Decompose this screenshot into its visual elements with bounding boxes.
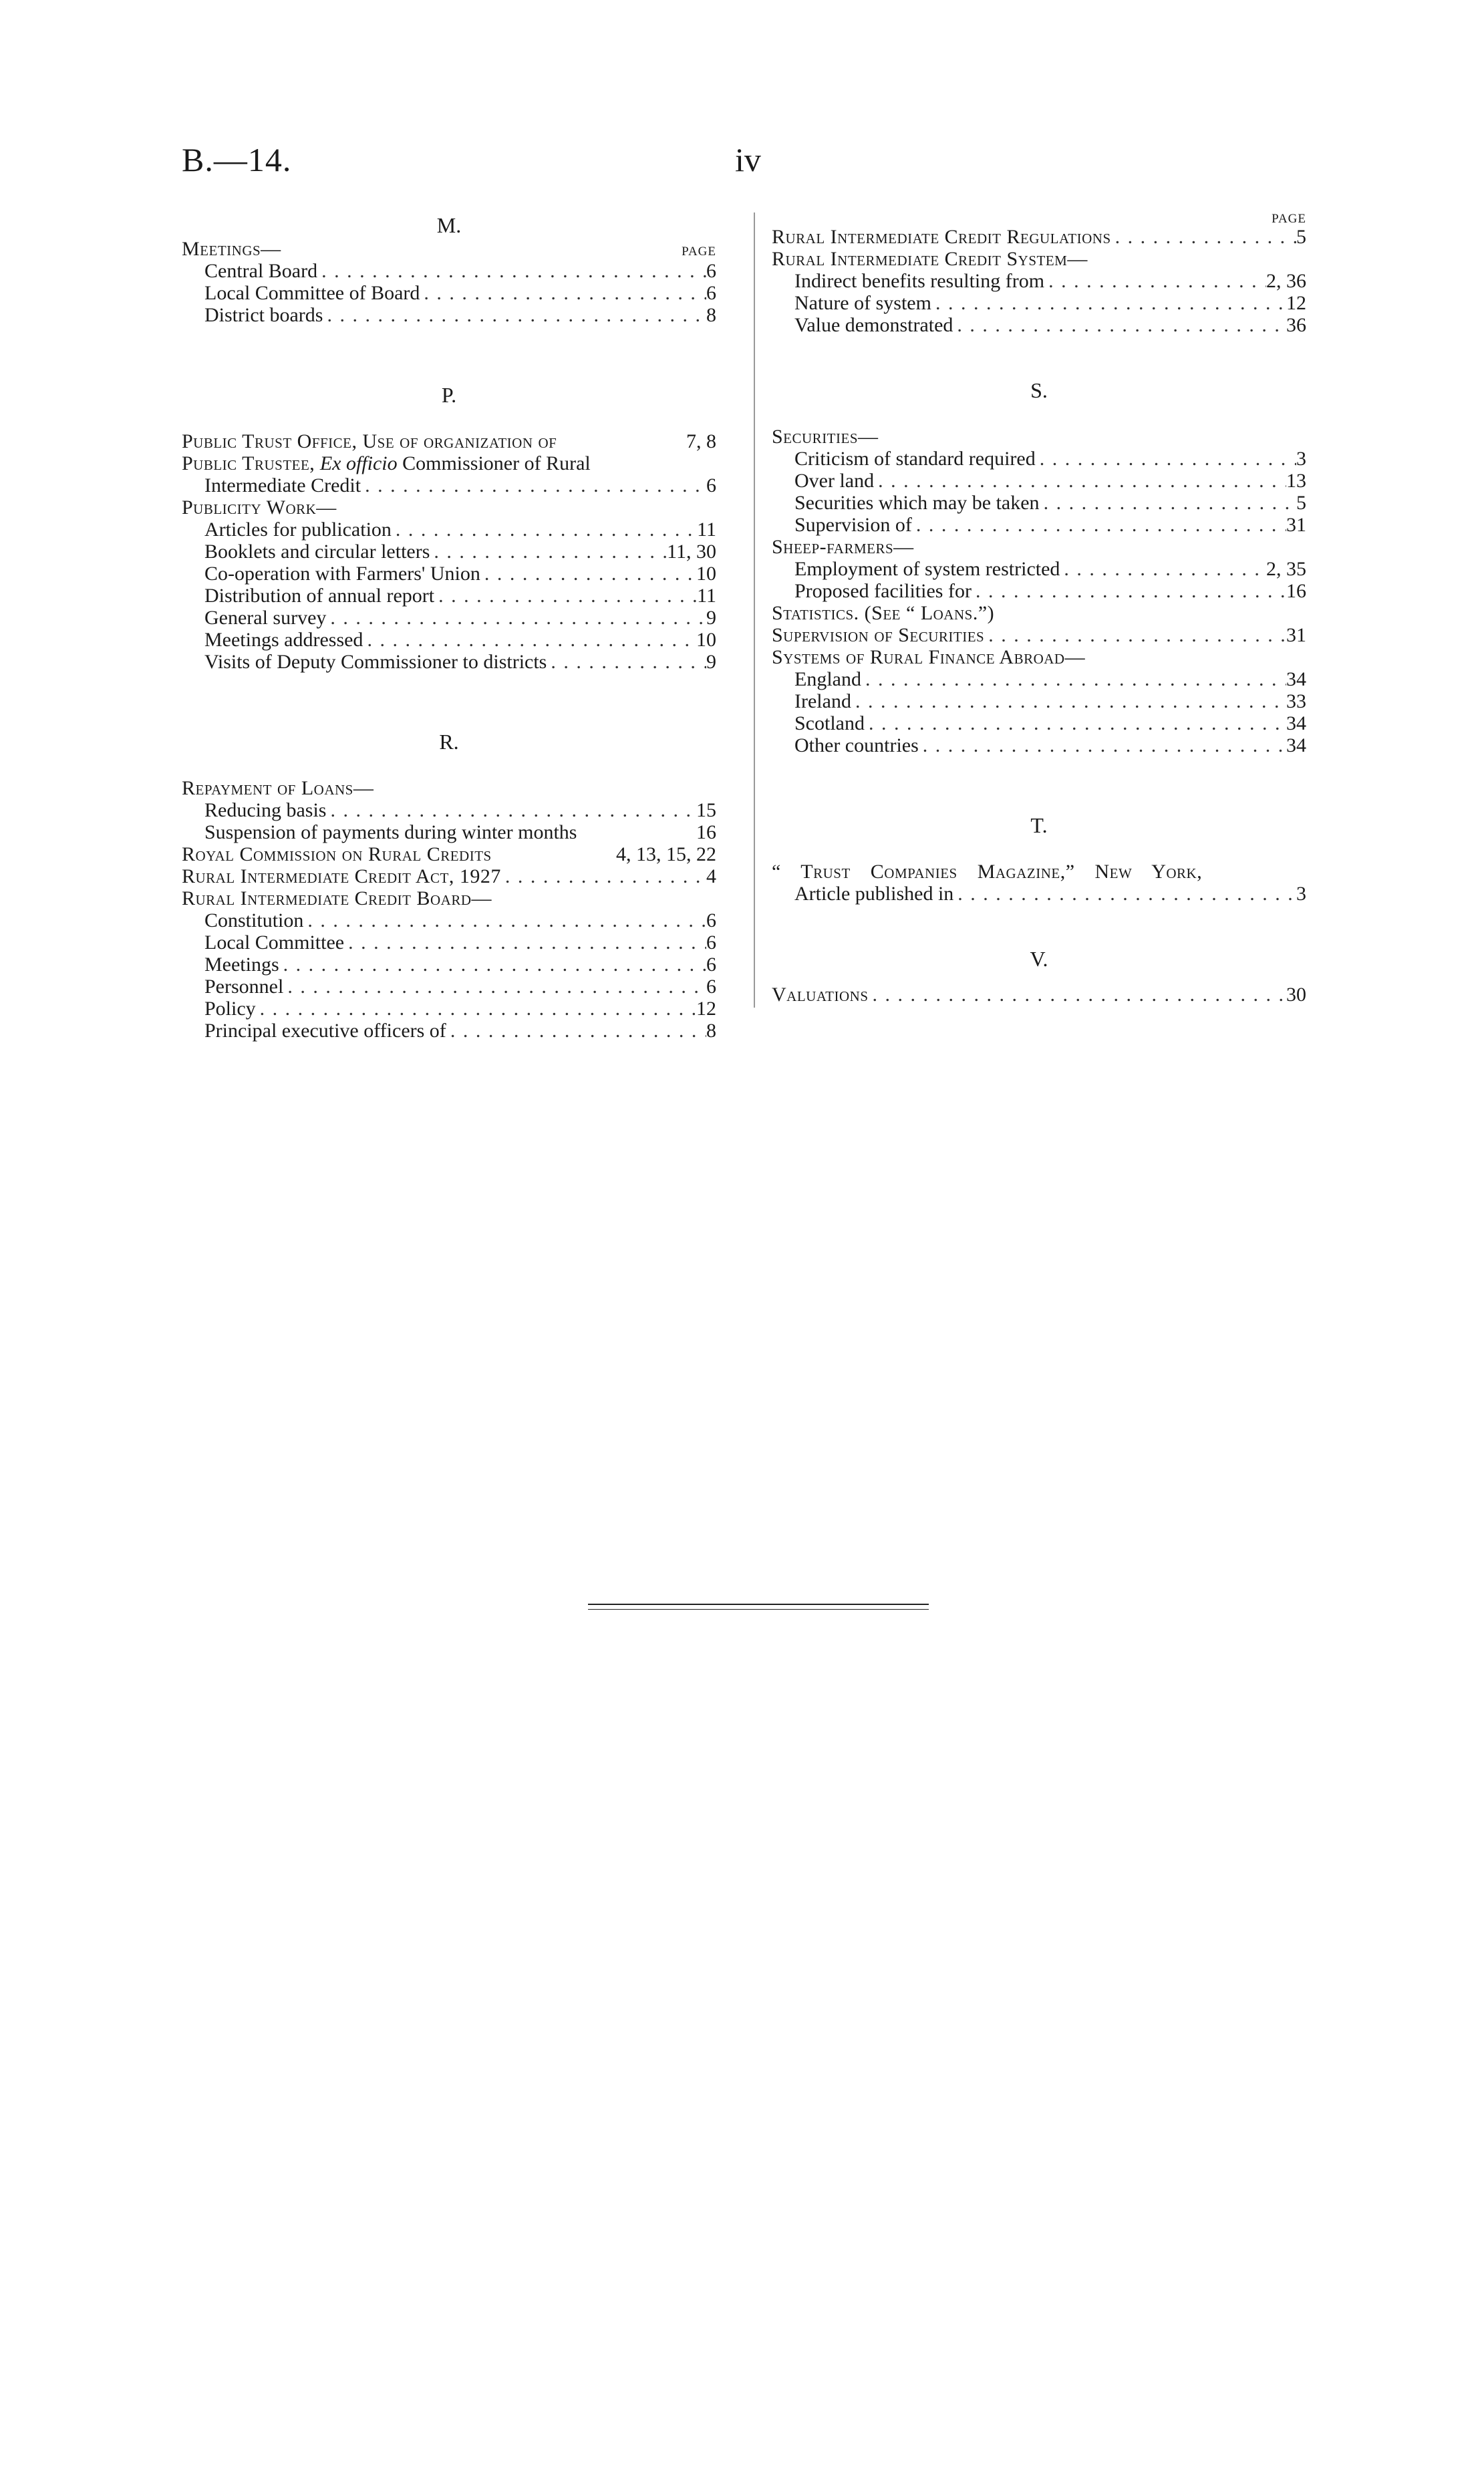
- spacer: [772, 756, 1306, 813]
- entry-label-italic: Ex officio: [319, 452, 398, 474]
- entry-page: 13: [1286, 470, 1306, 492]
- entry-label: Booklets and circular letters: [204, 541, 430, 563]
- entry-page: 9: [706, 607, 716, 629]
- dot-leader: [972, 580, 1286, 602]
- index-entry-continued: [182, 474, 716, 496]
- entry-label: Visits of Deputy Commissioner to districts: [204, 651, 547, 673]
- entry-page: 11: [697, 519, 716, 541]
- entry-label: Employment of system restricted: [794, 558, 1060, 580]
- index-subentry: [182, 541, 716, 563]
- entry-label: Statistics. (See “ Loans.”): [772, 602, 995, 624]
- index-subentry: [772, 712, 1306, 734]
- page-number: iv: [735, 141, 761, 178]
- entry-page: 6: [706, 954, 716, 976]
- entry-page: 11, 30: [667, 541, 716, 563]
- entry-page: 12: [696, 998, 716, 1020]
- closing-rule: [588, 1604, 929, 1610]
- entry-page: 5: [1296, 226, 1306, 248]
- index-subentry: [772, 314, 1306, 336]
- entry-page: 34: [1286, 712, 1306, 734]
- dot-leader: [326, 607, 706, 629]
- index-subentry: [182, 629, 716, 651]
- spacer: [182, 754, 716, 777]
- index-subentry: [182, 954, 716, 976]
- dot-leader: [361, 474, 706, 496]
- index-subentry: [182, 799, 716, 821]
- entry-label: Nature of system: [794, 292, 931, 314]
- entry-label: Criticism of standard required: [794, 448, 1036, 470]
- column-divider: [754, 212, 755, 1008]
- entry-page: 34: [1286, 734, 1306, 756]
- dot-leader: [344, 931, 706, 954]
- entry-page: 3: [1296, 883, 1306, 905]
- entry-page: 36: [1286, 314, 1306, 336]
- entry-label: Value demonstrated: [794, 314, 953, 336]
- dot-leader: [1044, 270, 1266, 292]
- entry-page: 10: [696, 629, 716, 651]
- page-column-label: PAGE: [682, 245, 716, 259]
- entry-label: Indirect benefits resulting from: [794, 270, 1045, 292]
- entry-page: 8: [706, 304, 716, 326]
- entry-page: 10: [696, 563, 716, 585]
- index-entry-supervision-of-securities: [772, 624, 1306, 646]
- dot-leader: [363, 629, 696, 651]
- entry-label: Rural Intermediate Credit Act, 1927: [182, 865, 501, 887]
- index-subentry: [182, 260, 716, 282]
- index-subentry: [772, 690, 1306, 712]
- index-entry-continued: [772, 883, 1306, 905]
- index-subentry: [182, 821, 716, 843]
- dot-leader: [434, 585, 697, 607]
- index-subentry: [182, 931, 716, 954]
- index-subentry: [182, 304, 716, 326]
- entry-label: Rural Intermediate Credit System—: [772, 248, 1088, 270]
- section-heading-t: T.: [1030, 813, 1048, 837]
- entry-label: Principal executive officers of: [204, 1020, 446, 1042]
- index-left-column: [182, 212, 716, 1042]
- index-entry-royal-commission: [182, 843, 716, 865]
- entry-label: Rural Intermediate Credit Regulations: [772, 226, 1111, 248]
- spacer: [772, 403, 1306, 426]
- entry-label: Systems of Rural Finance Abroad—: [772, 646, 1086, 668]
- entry-label-prefix: Public Trustee,: [182, 452, 315, 474]
- dot-leader: [501, 865, 706, 887]
- entry-label: Sheep-farmers—: [772, 536, 914, 558]
- dot-leader: [984, 624, 1286, 646]
- entry-page: 6: [706, 282, 716, 304]
- entry-page: 31: [1286, 514, 1306, 536]
- spacer: [772, 905, 1306, 946]
- dot-leader: [1040, 492, 1296, 514]
- index-entry-credit-system: [772, 248, 1306, 270]
- entry-page: 6: [706, 976, 716, 998]
- dot-leader: [1060, 558, 1266, 580]
- dot-leader: [480, 563, 696, 585]
- entry-page: 6: [706, 474, 716, 496]
- entry-label: Royal Commission on Rural Credits: [182, 843, 492, 865]
- entry-label: Proposed facilities for: [794, 580, 972, 602]
- index-subentry: [182, 563, 716, 585]
- index-subentry: [772, 668, 1306, 690]
- entry-label: Distribution of annual report: [204, 585, 435, 607]
- index-entry-statistics: [772, 602, 1306, 624]
- entry-page: 16: [1286, 580, 1306, 602]
- index-entry-valuations: [772, 984, 1306, 1006]
- dot-leader: [317, 260, 706, 282]
- index-subentry: [772, 292, 1306, 314]
- entry-label: Supervision of: [794, 514, 912, 536]
- index-subentry: [182, 998, 716, 1020]
- dot-leader: [953, 883, 1296, 905]
- entry-page: 5: [1296, 492, 1306, 514]
- entry-label: Meetings: [204, 954, 279, 976]
- index-entry-regulations: [772, 226, 1306, 248]
- section-heading-m: M.: [436, 213, 462, 237]
- index-right-column: [772, 212, 1306, 1006]
- dot-leader: [931, 292, 1286, 314]
- dot-leader: [1111, 226, 1296, 248]
- index-entry-credit-board: [182, 887, 716, 909]
- entry-label: Reducing basis: [204, 799, 327, 821]
- spacer: [772, 336, 1306, 378]
- entry-label: Over land: [794, 470, 875, 492]
- spacer: [182, 326, 716, 382]
- index-subentry: [182, 651, 716, 673]
- entry-label: England: [794, 668, 861, 690]
- index-subentry: [182, 585, 716, 607]
- section-heading-s: S.: [1030, 378, 1048, 402]
- index-subentry: [182, 282, 716, 304]
- dot-leader: [283, 976, 706, 998]
- entry-page: 15: [696, 799, 716, 821]
- section-heading-r: R.: [439, 730, 459, 754]
- section-heading-p: P.: [441, 383, 457, 407]
- dot-leader: [326, 799, 696, 821]
- entry-page: 12: [1286, 292, 1306, 314]
- entry-label: Public Trust Office, Use of organization of: [182, 430, 557, 452]
- index-subentry: [772, 734, 1306, 756]
- dot-leader: [861, 668, 1286, 690]
- entry-label: Securities—: [772, 426, 879, 448]
- entry-page: 8: [706, 1020, 716, 1042]
- entry-page: 11: [697, 585, 716, 607]
- spacer: [182, 673, 716, 729]
- entry-page: 2, 35: [1266, 558, 1306, 580]
- index-subentry: [182, 607, 716, 629]
- entry-page: 16: [696, 821, 716, 843]
- dot-leader: [912, 514, 1286, 536]
- spacer: [772, 972, 1306, 984]
- dot-leader: [865, 712, 1286, 734]
- entry-page: 33: [1286, 690, 1306, 712]
- entry-label: Meetings addressed: [204, 629, 363, 651]
- page-column-label: PAGE: [1272, 212, 1306, 226]
- index-entry-public-trustee: [182, 452, 716, 474]
- index-entry-rural-finance-abroad: [772, 646, 1306, 668]
- document-reference: B.—14.: [182, 141, 292, 178]
- entry-label: District boards: [204, 304, 323, 326]
- entry-label: Other countries: [794, 734, 919, 756]
- dot-leader: [851, 690, 1286, 712]
- entry-label: Scotland: [794, 712, 865, 734]
- index-entry-trust-companies-magazine: [772, 861, 1306, 883]
- dot-leader: [279, 954, 706, 976]
- entry-page: 9: [706, 651, 716, 673]
- entry-label: Repayment of Loans—: [182, 777, 374, 799]
- entry-label: Valuations: [772, 984, 869, 1006]
- entry-page: 34: [1286, 668, 1306, 690]
- index-subentry: [182, 976, 716, 998]
- entry-page: 31: [1286, 624, 1306, 646]
- entry-label: Co-operation with Farmers' Union: [204, 563, 480, 585]
- index-subentry: [772, 492, 1306, 514]
- dot-leader: [1036, 448, 1296, 470]
- entry-label: Supervision of Securities: [772, 624, 985, 646]
- dot-leader: [430, 541, 667, 563]
- index-subentry: [772, 470, 1306, 492]
- index-subentry: [772, 514, 1306, 536]
- entry-page: 3: [1296, 448, 1306, 470]
- entry-label-suffix: Commissioner of Rural: [402, 452, 591, 474]
- entry-label: General survey: [204, 607, 327, 629]
- dot-leader: [256, 998, 696, 1020]
- index-entry-securities: [772, 426, 1306, 448]
- entry-page: 2, 36: [1266, 270, 1306, 292]
- index-subentry: [772, 270, 1306, 292]
- spacer: [772, 838, 1306, 861]
- entry-label: Ireland: [794, 690, 851, 712]
- dot-leader: [446, 1020, 706, 1042]
- index-subentry: [182, 519, 716, 541]
- spacer: [182, 408, 716, 430]
- dot-leader: [869, 984, 1287, 1006]
- entry-label: Personnel: [204, 976, 284, 998]
- entry-page: 30: [1286, 984, 1306, 1006]
- dot-leader: [953, 314, 1286, 336]
- entry-page: 6: [706, 931, 716, 954]
- entry-label: Local Committee: [204, 931, 345, 954]
- index-entry-repayment-of-loans: [182, 777, 716, 799]
- entry-label: Constitution: [204, 909, 304, 931]
- index-subentry: [772, 448, 1306, 470]
- entry-label: Meetings—: [182, 238, 281, 260]
- index-entry-public-trust-office: [182, 430, 716, 452]
- entry-page: 4, 13, 15, 22: [616, 843, 716, 865]
- entry-label: Central Board: [204, 260, 318, 282]
- dot-leader: [323, 304, 706, 326]
- entry-label: “ Trust Companies Magazine,” New York,: [772, 861, 1203, 883]
- entry-page: 7, 8: [686, 430, 716, 452]
- entry-label: Publicity Work—: [182, 496, 337, 519]
- entry-label: Article published in: [794, 883, 954, 905]
- entry-label: Articles for publication: [204, 519, 392, 541]
- entry-label: Suspension of payments during winter months: [204, 821, 577, 843]
- index-entry-meetings: [182, 238, 716, 260]
- dot-leader: [547, 651, 706, 673]
- dot-leader: [874, 470, 1286, 492]
- index-subentry: [772, 580, 1306, 602]
- index-subentry: [182, 909, 716, 931]
- entry-label: Local Committee of Board: [204, 282, 420, 304]
- index-subentry: [772, 558, 1306, 580]
- index-entry-publicity-work: [182, 496, 716, 519]
- entry-page: 6: [706, 260, 716, 282]
- entry-label: Securities which may be taken: [794, 492, 1040, 514]
- index-entry-sheep-farmers: [772, 536, 1306, 558]
- dot-leader: [392, 519, 697, 541]
- entry-label: Intermediate Credit: [204, 474, 361, 496]
- section-heading-v: V.: [1030, 947, 1048, 971]
- dot-leader: [919, 734, 1286, 756]
- dot-leader: [420, 282, 706, 304]
- entry-page: 4: [706, 865, 716, 887]
- dot-leader: [303, 909, 706, 931]
- index-entry-credit-act: [182, 865, 716, 887]
- entry-label: Rural Intermediate Credit Board—: [182, 887, 492, 909]
- entry-page: 6: [706, 909, 716, 931]
- entry-label: Policy: [204, 998, 256, 1020]
- index-subentry: [182, 1020, 716, 1042]
